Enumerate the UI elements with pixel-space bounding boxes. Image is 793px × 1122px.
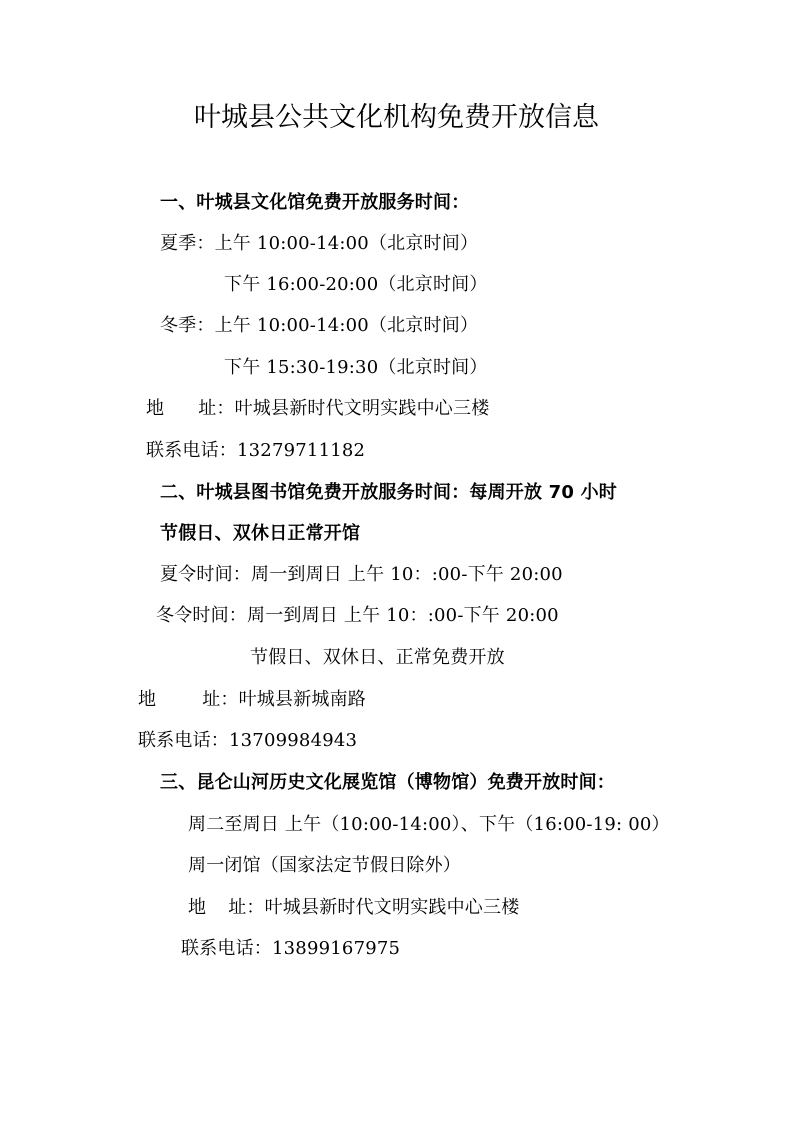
library-address-row (138, 688, 366, 712)
address-label-char-1: 地 (188, 897, 207, 918)
culture-center-phone-row (146, 439, 365, 463)
library-phone-row (138, 729, 357, 753)
museum-address: 叶城县新时代文明实践中心三楼 (264, 897, 520, 918)
library-heading-line2: 节假日、双休日正常开馆 (160, 523, 361, 544)
winter-label: 冬季： (160, 315, 215, 336)
museum-heading: 三、昆仑山河历史文化展览馆（博物馆）免费开放时间： (160, 772, 615, 793)
address-label-char-1: 地 (138, 689, 157, 710)
culture-center-address-row (146, 397, 489, 421)
culture-center-summer-am-row (160, 232, 478, 256)
phone-label: 联系电话： (181, 938, 272, 959)
address-label-char-2: 址： (228, 897, 265, 918)
document-title: 叶城县公共文化机构免费开放信息 (194, 102, 599, 133)
museum-closed-note: 周一闭馆（国家法定节假日除外） (188, 855, 461, 876)
address-label-char-2: 址： (202, 689, 239, 710)
summer-label: 夏季： (160, 233, 215, 254)
museum-phone-row (181, 937, 400, 961)
address-label-char-1: 地 (146, 398, 165, 419)
library-summer-hours: 夏令时间：周一到周日 上午 10：:00-下午 20:00 (160, 564, 563, 585)
culture-center-winter-pm-hours: 下午 15:30-19:30（北京时间） (224, 357, 488, 378)
culture-center-winter-am-row (160, 314, 478, 338)
culture-center-phone: 13279711182 (237, 440, 366, 461)
museum-hours: 周二至周日 上午（10:00-14:00）、下午（16:00-19: 00） (188, 814, 670, 835)
phone-label: 联系电话： (146, 440, 237, 461)
culture-center-heading: 一、叶城县文化馆免费开放服务时间： (160, 192, 470, 213)
summer-am-hours: 上午 10:00-14:00（北京时间） (214, 233, 479, 254)
winter-am-hours: 上午 10:00-14:00（北京时间） (214, 315, 479, 336)
library-winter-hours: 冬令时间：周一到周日 上午 10：:00-下午 20:00 (156, 605, 559, 626)
culture-center-summer-pm-hours: 下午 16:00-20:00（北京时间） (224, 274, 488, 295)
museum-phone: 13899167975 (272, 938, 401, 959)
address-label-char-2: 址： (198, 398, 235, 419)
library-heading-line1: 二、叶城县图书馆免费开放服务时间：每周开放 70 小时 (160, 482, 617, 503)
library-address: 叶城县新城南路 (238, 689, 367, 710)
museum-address-row (188, 896, 519, 920)
culture-center-address: 叶城县新时代文明实践中心三楼 (234, 398, 490, 419)
library-phone: 13709984943 (229, 730, 358, 751)
phone-label: 联系电话： (138, 730, 229, 751)
library-holiday-note: 节假日、双休日、正常免费开放 (250, 647, 505, 668)
